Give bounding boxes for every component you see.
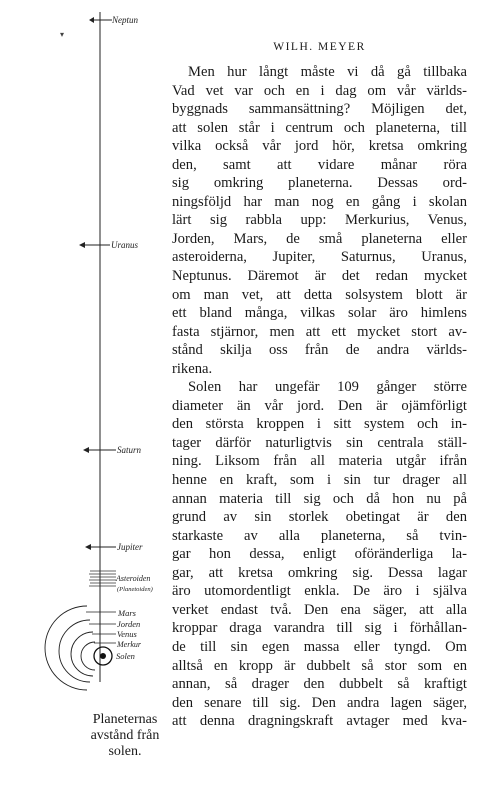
text-line: ett bland många, vilkas solar äro himlens (172, 305, 467, 322)
text-line: den senare till sig. Den andra lagen säger, (172, 694, 467, 711)
corner-mark: ▾ (60, 30, 65, 39)
label-asteroiden: Asteroiden (116, 574, 151, 583)
text-line: om man vet, att detta solsystem blott är (172, 286, 467, 303)
caption-line: avstånd från (90, 728, 160, 743)
text-line: annan, så drager den dubbelt så kraftigt (172, 676, 467, 693)
label-jorden: Jorden (117, 619, 141, 629)
inner-orbit-arrows (86, 612, 116, 643)
text-line: den, samt att vidare månar röra (172, 156, 467, 173)
text-line: Jorden, Mars, de små planeterna eller (172, 230, 467, 247)
text-line: att denna dragningskraft avtager med kva- (172, 713, 467, 730)
label-mars: Mars (118, 608, 136, 618)
body-text (172, 63, 467, 731)
text-line: verket endast två. Den ena säger, att alla (172, 601, 467, 618)
text-line: fasta stjärnor, men att ett mycket stort av- (172, 323, 467, 340)
text-line: asteroiderna, Jupiter, Saturnus, Uranus, (172, 249, 467, 266)
text-line: henne en kraft, som i sin tur drager all (172, 472, 467, 489)
orbit-marker-saturn (83, 445, 142, 455)
text-line: rikena. (172, 360, 213, 377)
label-merkur: Merkur (117, 640, 141, 649)
running-header: WILH. MEYER (273, 41, 366, 53)
text-line: den största kroppen i sitt system och in- (172, 416, 467, 433)
text-line: ningsföljd har man nog en gång i skolan (172, 193, 467, 210)
inner-orbits (45, 606, 95, 690)
orbit-marker-jupiter (85, 542, 143, 552)
label-neptun: Neptun (112, 15, 138, 25)
label-planetoiden: (Planetoiden) (117, 586, 153, 593)
asteroid-belt (89, 571, 116, 586)
text-line: gar, att kretsa omkring sig. Dessa lagar (172, 564, 467, 581)
diagram-caption (83, 712, 167, 760)
text-line: tager därför naturligtvis sin centrala ställ- (172, 434, 467, 451)
text-line: starkaste av alla planeterna, så tvin- (172, 527, 467, 544)
text-line: Vad vet var och en i dag om vår världs- (172, 82, 467, 99)
label-saturn: Saturn (117, 445, 142, 455)
label-venus: Venus (117, 629, 137, 639)
text-line: gar hon dessa, enligt oföränderliga la- (172, 546, 467, 563)
text-line: ning. Liksom från all materia utgår ifrån (172, 453, 467, 470)
label-uranus: Uranus (111, 240, 139, 250)
caption-line: Planeternas (92, 712, 158, 727)
text-line: grund av sin storlek obetingat är den (172, 509, 467, 526)
text-line: annan materia till sig och då hon nu på (172, 490, 467, 507)
text-line: lärt sig rabbla upp: Merkurius, Venus, (172, 212, 467, 229)
orbit-marker-uranus (79, 240, 139, 250)
text-line: diameter än vår jord. Den är ojämförligt (172, 397, 467, 414)
text-line: Solen har ungefär 109 gånger större (188, 379, 467, 396)
label-jupiter: Jupiter (117, 542, 143, 552)
sun-symbol (94, 647, 112, 665)
text-line: äro utomordentligt enkla. De äro i själva (172, 583, 467, 600)
caption-line: solen. (108, 744, 142, 759)
text-line: alltså en kropp är dubbelt så stor som en (172, 657, 467, 674)
text-line: att solen står i centrum och planeterna, till (172, 119, 467, 136)
text-line: Men hur långt måste vi då gå tillbaka (188, 64, 467, 80)
label-solen: Solen (116, 651, 135, 661)
text-line: vilka också vår jord hör, kretsa omkring (172, 138, 467, 155)
text-line: stånd skilja oss från de andra världs- (172, 342, 467, 359)
planetary-distance-diagram (0, 0, 170, 794)
text-line: byggnads sammansättning? Möjligen det, (172, 101, 467, 118)
text-line: de till sin egen massa eller tyngd. Om (172, 638, 467, 655)
orbit-marker-neptun (89, 15, 138, 25)
text-line: Neptunus. Däremot är det redan mycket (172, 268, 467, 285)
text-line: kroppar draga varandra till sig i förhållan- (172, 620, 467, 637)
text-line: sig omkring planeterna. Dessas ord- (172, 175, 467, 192)
